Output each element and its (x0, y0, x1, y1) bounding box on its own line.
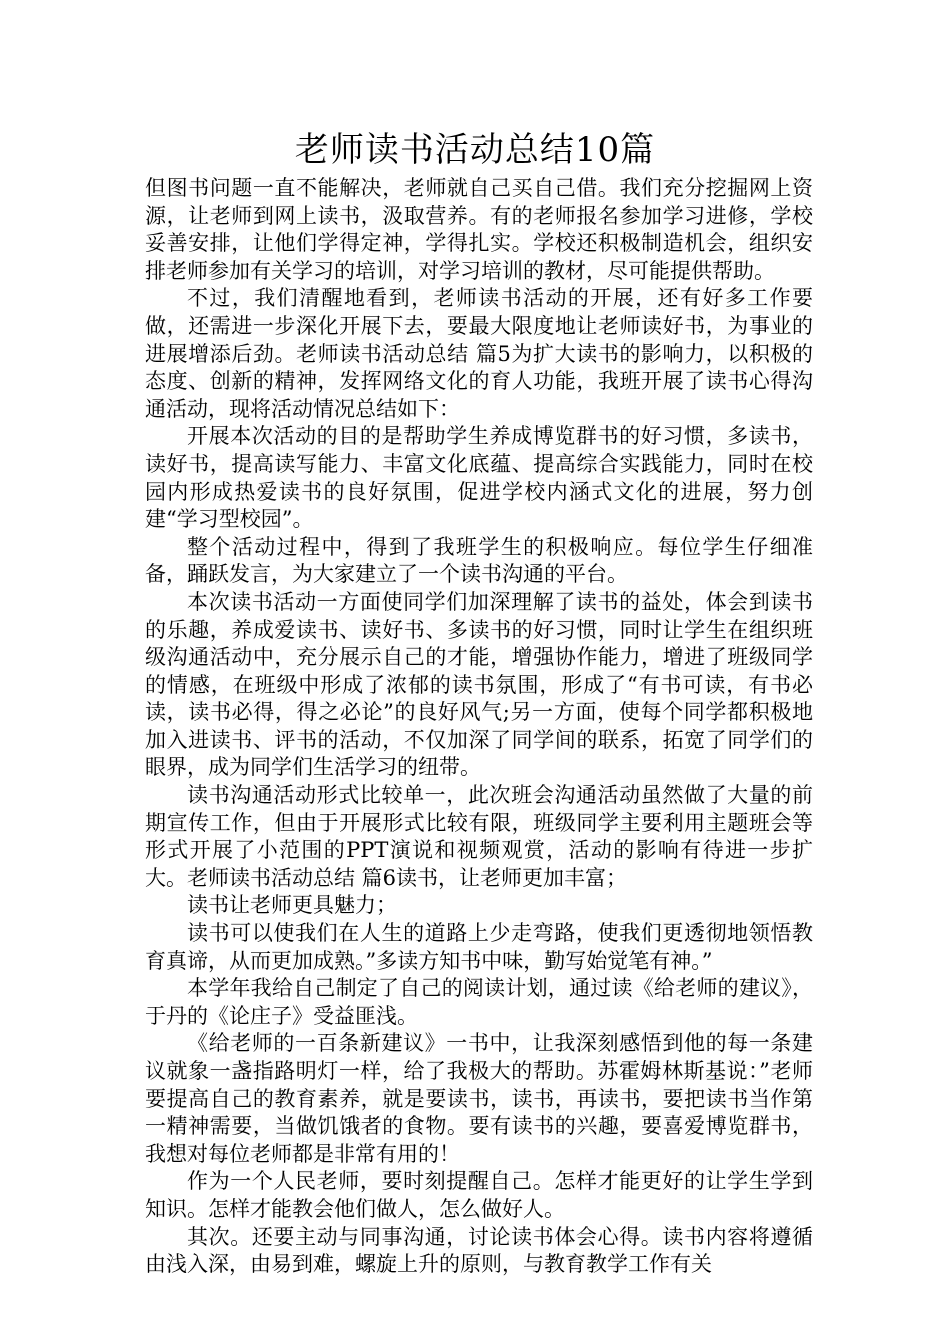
paragraph-2: 不过，我们清醒地看到，老师读书活动的开展，还有好多工作要做，还需进一步深化开展下去，要最大限度地让老师读好书，为事业的进展增添后劲。老师读书活动总结 篇5为扩大读书的影响力，以积极的态度、创新的精神，发挥网络文化的育人功能，我班开展了读书心得沟通活动，现将活动情况总结如下： (145, 286, 813, 421)
document-title: 老师读书活动总结10篇 (294, 130, 656, 170)
paragraph-6: 读书沟通活动形式比较单一，此次班会沟通活动虽然做了大量的前期宣传工作，但由于开展形式比较有限，班级同学主要利用主题班会等形式开展了小范围的PPT演说和视频观赏，活动的影响有待进一步扩大。老师读书活动总结 篇6读书，让老师更加丰富； (145, 783, 813, 890)
paragraph-7: 读书让老师更具魅力； (187, 893, 397, 918)
document-body (145, 175, 813, 1279)
paragraph-9: 本学年我给自己制定了自己的阅读计划，通过读《给老师的建议》，于丹的《论庄子》受益匪浅。 (145, 976, 813, 1028)
paragraph-8: 读书可以使我们在人生的道路上少走弯路，使我们更透彻地领悟教育真谛，从而更加成熟。”多读方知书中味，勤写始觉笔有神。” (145, 921, 813, 973)
paragraph-3: 开展本次活动的目的是帮助学生养成博览群书的好习惯，多读书，读好书，提高读写能力、丰富文化底蕴、提高综合实践能力，同时在校园内形成热爱读书的良好氛围，促进学校内涵式文化的进展，努力创建“学习型校园”。 (145, 424, 813, 532)
paragraph-1: 但图书问题一直不能解决，老师就自己买自己借。我们充分挖掘网上资源，让老师到网上读书，汲取营养。有的老师报名参加学习进修，学校妥善安排，让他们学得定神，学得扎实。学校还积极制造机会，组织安排老师参加有关学习的培训，对学习培训的教材，尽可能提供帮助。 (145, 176, 813, 283)
paragraph-11: 作为一个人民老师，要时刻提醒自己。怎样才能更好的让学生学到知识。怎样才能教会他们做人，怎么做好人。 (145, 1169, 813, 1221)
paragraph-10: 《给老师的一百条新建议》一书中，让我深刻感悟到他的每一条建议就象一盏指路明灯一样，给了我极大的帮助。苏霍姆林斯基说：”老师要提高自己的教育素养，就是要读书，读书，再读书，要把读书当作第一精神需要，当做饥饿者的食物。要有读书的兴趣，要喜爱博览群书，我想对每位老师都是非常有用的！ (145, 1031, 813, 1166)
paragraph-4: 整个活动过程中，得到了我班学生的积极响应。每位学生仔细准备，踊跃发言，为大家建立了一个读书沟通的平台。 (145, 534, 813, 587)
paragraph-5: 本次读书活动一方面使同学们加深理解了读书的益处，体会到读书的乐趣，养成爱读书、读好书、多读书的好习惯，同时让学生在组织班级沟通活动中，充分展示自己的才能，增强协作能力，增进了班级同学的情感，在班级中形成了浓郁的读书氛围，形成了“有书可读，有书必读，读书必得，得之必论”的良好风气;另一方面，使每个同学都积极地加入进读书、评书的活动，不仅加深了同学间的联系，拓宽了同学们的眼界，成为同学们生活学习的纽带。 (145, 589, 813, 780)
paragraph-12: 其次。还要主动与同事沟通，讨论读书体会心得。读书内容将遵循由浅入深，由易到难，螺旋上升的原则，与教育教学工作有关 (145, 1224, 813, 1277)
